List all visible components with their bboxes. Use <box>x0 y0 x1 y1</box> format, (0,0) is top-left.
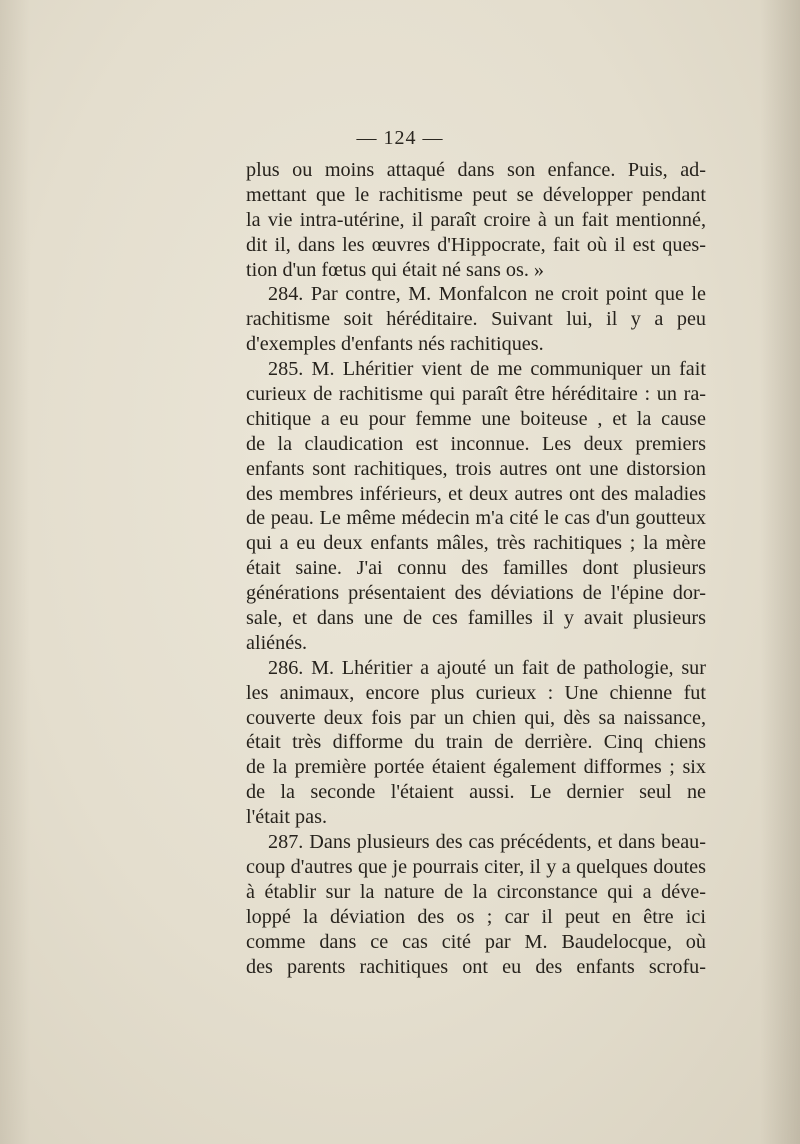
text-line: de la première portée étaient également difformes ; six <box>246 756 706 779</box>
text-line: loppé la déviation des os ; car il peut en être ici <box>246 905 706 928</box>
text-line: plus ou moins attaqué dans son enfance. Puis, ad- <box>246 159 706 181</box>
text-line: 286. M. Lhéritier a ajouté un fait de pathologie, sur <box>268 656 706 679</box>
text-line: rachitisme soit héréditaire. Suivant lui, il y a peu <box>246 308 706 331</box>
text-line: comme dans ce cas cité par M. Baudelocque, où <box>246 930 706 953</box>
page-number: — 124 — <box>356 127 444 149</box>
text-line: couverte deux fois par un chien qui, dès sa naissance, <box>246 706 706 729</box>
text-line: dit il, dans les œuvres d'Hippocrate, fait où il est ques- <box>246 233 706 256</box>
text-line: de la seconde l'étaient aussi. Le dernier seul ne <box>246 781 706 804</box>
page-edge-shadow-left <box>0 0 30 1144</box>
text-line: enfants sont rachitiques, trois autres ont une distorsion <box>246 457 706 480</box>
text-line: sale, et dans une de ces familles il y avait plusieurs <box>246 607 706 630</box>
text-line: des membres inférieurs, et deux autres ont des maladies <box>246 482 706 505</box>
text-line: mettant que le rachitisme peut se développer pendant <box>246 183 706 206</box>
text-line: à établir sur la nature de la circonstance qui a déve- <box>246 880 706 903</box>
text-line: curieux de rachitisme qui paraît être héréditaire : un ra- <box>246 383 706 406</box>
text-line: coup d'autres que je pourrais citer, il y a quelques doutes <box>246 855 706 878</box>
text-line: était très difforme du train de derrière. Cinq chiens <box>246 731 706 754</box>
text-line: 284. Par contre, M. Monfalcon ne croit point que le <box>268 283 706 306</box>
text-line: qui a eu deux enfants mâles, très rachitiques ; la mère <box>246 532 706 555</box>
text-line: de peau. Le même médecin m'a cité le cas d'un goutteux <box>246 507 706 530</box>
text-line: chitique a eu pour femme une boiteuse , et la cause <box>246 407 706 430</box>
text-line: l'était pas. <box>246 806 327 829</box>
text-line: était saine. J'ai connu des familles dont plusieurs <box>246 557 706 580</box>
text-line: la vie intra-utérine, il paraît croire à un fait mentionné, <box>246 208 706 231</box>
body-text <box>246 158 706 979</box>
text-line: 287. Dans plusieurs des cas précédents, et dans beau- <box>268 831 706 854</box>
text-line: 285. M. Lhéritier vient de me communiquer un fait <box>268 358 706 381</box>
page-edge-shadow-right <box>760 0 800 1144</box>
text-line: de la claudication est inconnue. Les deux premiers <box>246 432 706 455</box>
text-line: des parents rachitiques ont eu des enfants scrofu- <box>246 955 706 978</box>
text-line: aliénés. <box>246 631 308 654</box>
text-line: tion d'un fœtus qui était né sans os. » <box>246 258 545 281</box>
text-line: les animaux, encore plus curieux : Une chienne fut <box>246 681 706 704</box>
text-line: générations présentaient des déviations de l'épine dor- <box>246 582 706 605</box>
text-line: d'exemples d'enfants nés rachitiques. <box>246 333 544 356</box>
